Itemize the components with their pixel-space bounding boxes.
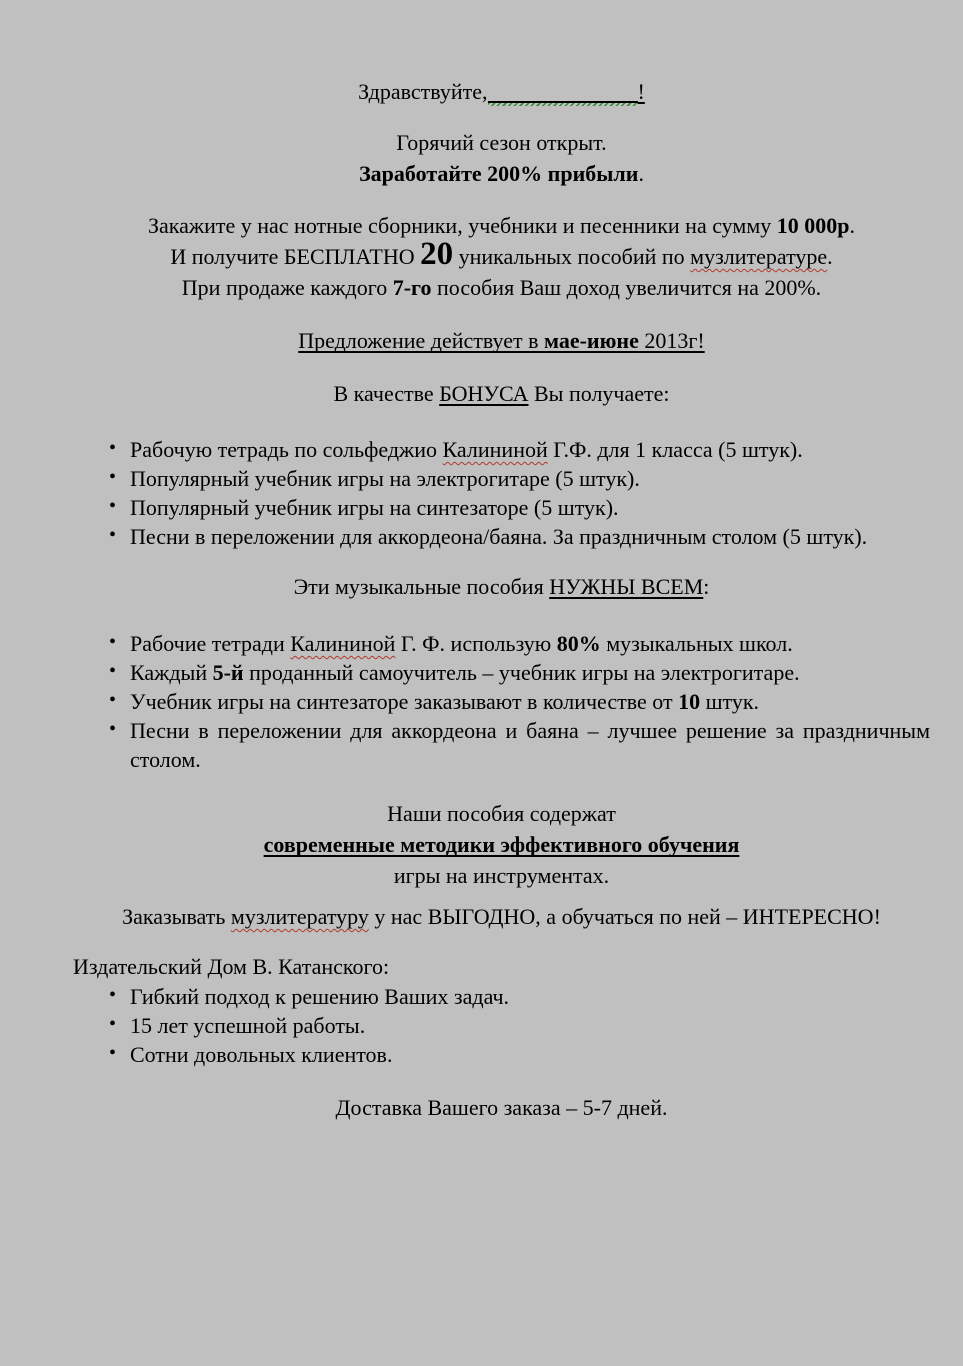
text-segment: музлитературе	[690, 244, 828, 269]
bullet-icon: •	[109, 437, 117, 459]
text-segment: Вы получаете:	[528, 381, 670, 406]
text-segment: 10	[678, 689, 701, 714]
text-segment: Доставка Вашего заказа – 5-7 дней.	[335, 1095, 668, 1120]
greeting-line	[73, 76, 930, 107]
text-segment: Популярный учебник игры на синтезаторе (5 штук).	[130, 495, 619, 520]
text-segment: 7-го	[392, 275, 432, 300]
contain-line-1	[73, 798, 930, 829]
text-segment: Издательский Дом В. Катанского:	[73, 954, 390, 979]
text-segment: 10 000р	[776, 213, 850, 238]
bullet-icon: •	[109, 660, 117, 682]
list-item	[73, 522, 930, 551]
list-item-text	[130, 437, 803, 462]
text-segment: пособия Ваш доход увеличится на 200%.	[431, 275, 822, 300]
text-segment: Рабочую тетрадь по сольфеджио	[130, 437, 443, 462]
text-segment: .	[849, 213, 855, 238]
text-segment: Предложение действует в	[298, 328, 544, 353]
list-item-text	[130, 718, 930, 772]
text-segment: Наши пособия содержат	[387, 801, 616, 826]
bonus-heading	[73, 378, 930, 409]
text-segment: БОНУСА	[439, 381, 529, 406]
text-segment: Горячий сезон открыт.	[396, 130, 607, 155]
bullet-icon: •	[109, 631, 117, 653]
offer-validity-line	[73, 325, 930, 356]
list-item	[73, 435, 930, 464]
list-item	[73, 629, 930, 658]
text-segment: Популярный учебник игры на электрогитаре (5 штук).	[130, 466, 640, 491]
text-segment: Калининой	[290, 631, 396, 656]
bullet-icon: •	[109, 466, 117, 488]
list-item-text	[130, 524, 867, 549]
text-segment: Заказывать	[122, 904, 231, 929]
text-segment: И получите БЕСПЛАТНО	[170, 244, 421, 269]
list-item-text	[130, 1013, 365, 1038]
document-content	[73, 0, 930, 1123]
list-item	[73, 716, 930, 774]
text-segment: Калининой	[442, 437, 548, 462]
list-item-text	[130, 984, 509, 1009]
text-segment: Гибкий подход к решению Ваших задач.	[130, 984, 510, 1009]
bonus-list	[73, 435, 930, 551]
intro-paragraph	[73, 210, 930, 303]
intro-line-2	[73, 236, 930, 272]
text-segment: игры на инструментах.	[393, 863, 610, 888]
headline	[73, 127, 930, 158]
bullet-icon: •	[109, 689, 117, 711]
text-segment: 20	[420, 236, 454, 272]
publisher-list	[73, 982, 930, 1069]
text-segment: 2013г!	[638, 328, 705, 353]
text-segment: музыкальных школ.	[600, 631, 793, 656]
list-item	[73, 464, 930, 493]
need-heading	[73, 571, 930, 602]
intro-line-1	[73, 210, 930, 241]
order-benefit-line	[73, 901, 930, 932]
text-segment: Г. Ф. использую	[395, 631, 557, 656]
text-segment: В качестве	[333, 381, 440, 406]
text-segment: Здравствуйте,	[358, 79, 488, 104]
bullet-icon: •	[109, 1042, 117, 1064]
text-segment: проданный самоучитель – учебник игры на электрогитаре.	[243, 660, 800, 685]
text-segment: Заработайте 200% прибыли	[359, 161, 639, 186]
text-segment: Г.Ф. для 1 класса (5 штук).	[547, 437, 803, 462]
text-segment: мае-июне	[543, 328, 639, 353]
headline-bold	[73, 158, 930, 189]
text-segment: Эти музыкальные пособия	[293, 574, 550, 599]
text-segment: Рабочие тетради	[130, 631, 291, 656]
list-item	[73, 1011, 930, 1040]
list-item-text	[130, 466, 640, 491]
bullet-icon: •	[109, 984, 117, 1006]
text-segment: уникальных пособий по	[453, 244, 691, 269]
text-segment: Сотни довольных клиентов.	[130, 1042, 393, 1067]
text-segment: :	[703, 574, 710, 599]
text-segment: 15 лет успешной работы.	[130, 1013, 366, 1038]
text-segment: .	[827, 244, 833, 269]
list-item	[73, 687, 930, 716]
bullet-icon: •	[109, 718, 117, 740]
list-item-text	[130, 631, 793, 656]
text-segment: музлитературу	[230, 904, 369, 929]
list-item	[73, 982, 930, 1011]
text-segment: НУЖНЫ ВСЕМ	[549, 574, 704, 599]
text-segment: Каждый	[130, 660, 213, 685]
list-item	[73, 658, 930, 687]
contain-line-2	[73, 829, 930, 860]
fill-in-blank	[488, 85, 638, 103]
text-segment: у нас ВЫГОДНО, а обучаться по ней – ИНТЕРЕСНО!	[368, 904, 881, 929]
bullet-icon: •	[109, 495, 117, 517]
publisher-heading	[73, 951, 930, 982]
text-segment: .	[638, 161, 644, 186]
list-item-text	[130, 495, 619, 520]
list-item-text	[130, 1042, 392, 1067]
list-item	[73, 1040, 930, 1069]
text-segment: !	[637, 79, 645, 104]
delivery-line	[73, 1092, 930, 1123]
text-segment: Закажите у нас нотные сборники, учебники и песенники на сумму	[147, 213, 777, 238]
text-segment: Учебник игры на синтезаторе заказывают в количестве от	[130, 689, 679, 714]
text-segment: Песни в переложении для аккордеона и баяна – лучшее решение за праздничным столом.	[130, 718, 930, 772]
list-item-text	[130, 689, 759, 714]
bullet-icon: •	[109, 524, 117, 546]
list-item-text	[130, 660, 800, 685]
text-segment: современные методики эффективного обучения	[263, 832, 740, 857]
text-segment: 5-й	[212, 660, 244, 685]
intro-line-3	[73, 272, 930, 303]
text-segment: 80%	[556, 631, 601, 656]
text-segment: При продаже каждого	[181, 275, 393, 300]
facts-list	[73, 629, 930, 774]
contain-line-3	[73, 860, 930, 891]
list-item	[73, 493, 930, 522]
text-segment: Песни в переложении для аккордеона/баяна. За праздничным столом (5 штук).	[130, 524, 868, 549]
text-segment: штук.	[700, 689, 760, 714]
bullet-icon: •	[109, 1013, 117, 1035]
